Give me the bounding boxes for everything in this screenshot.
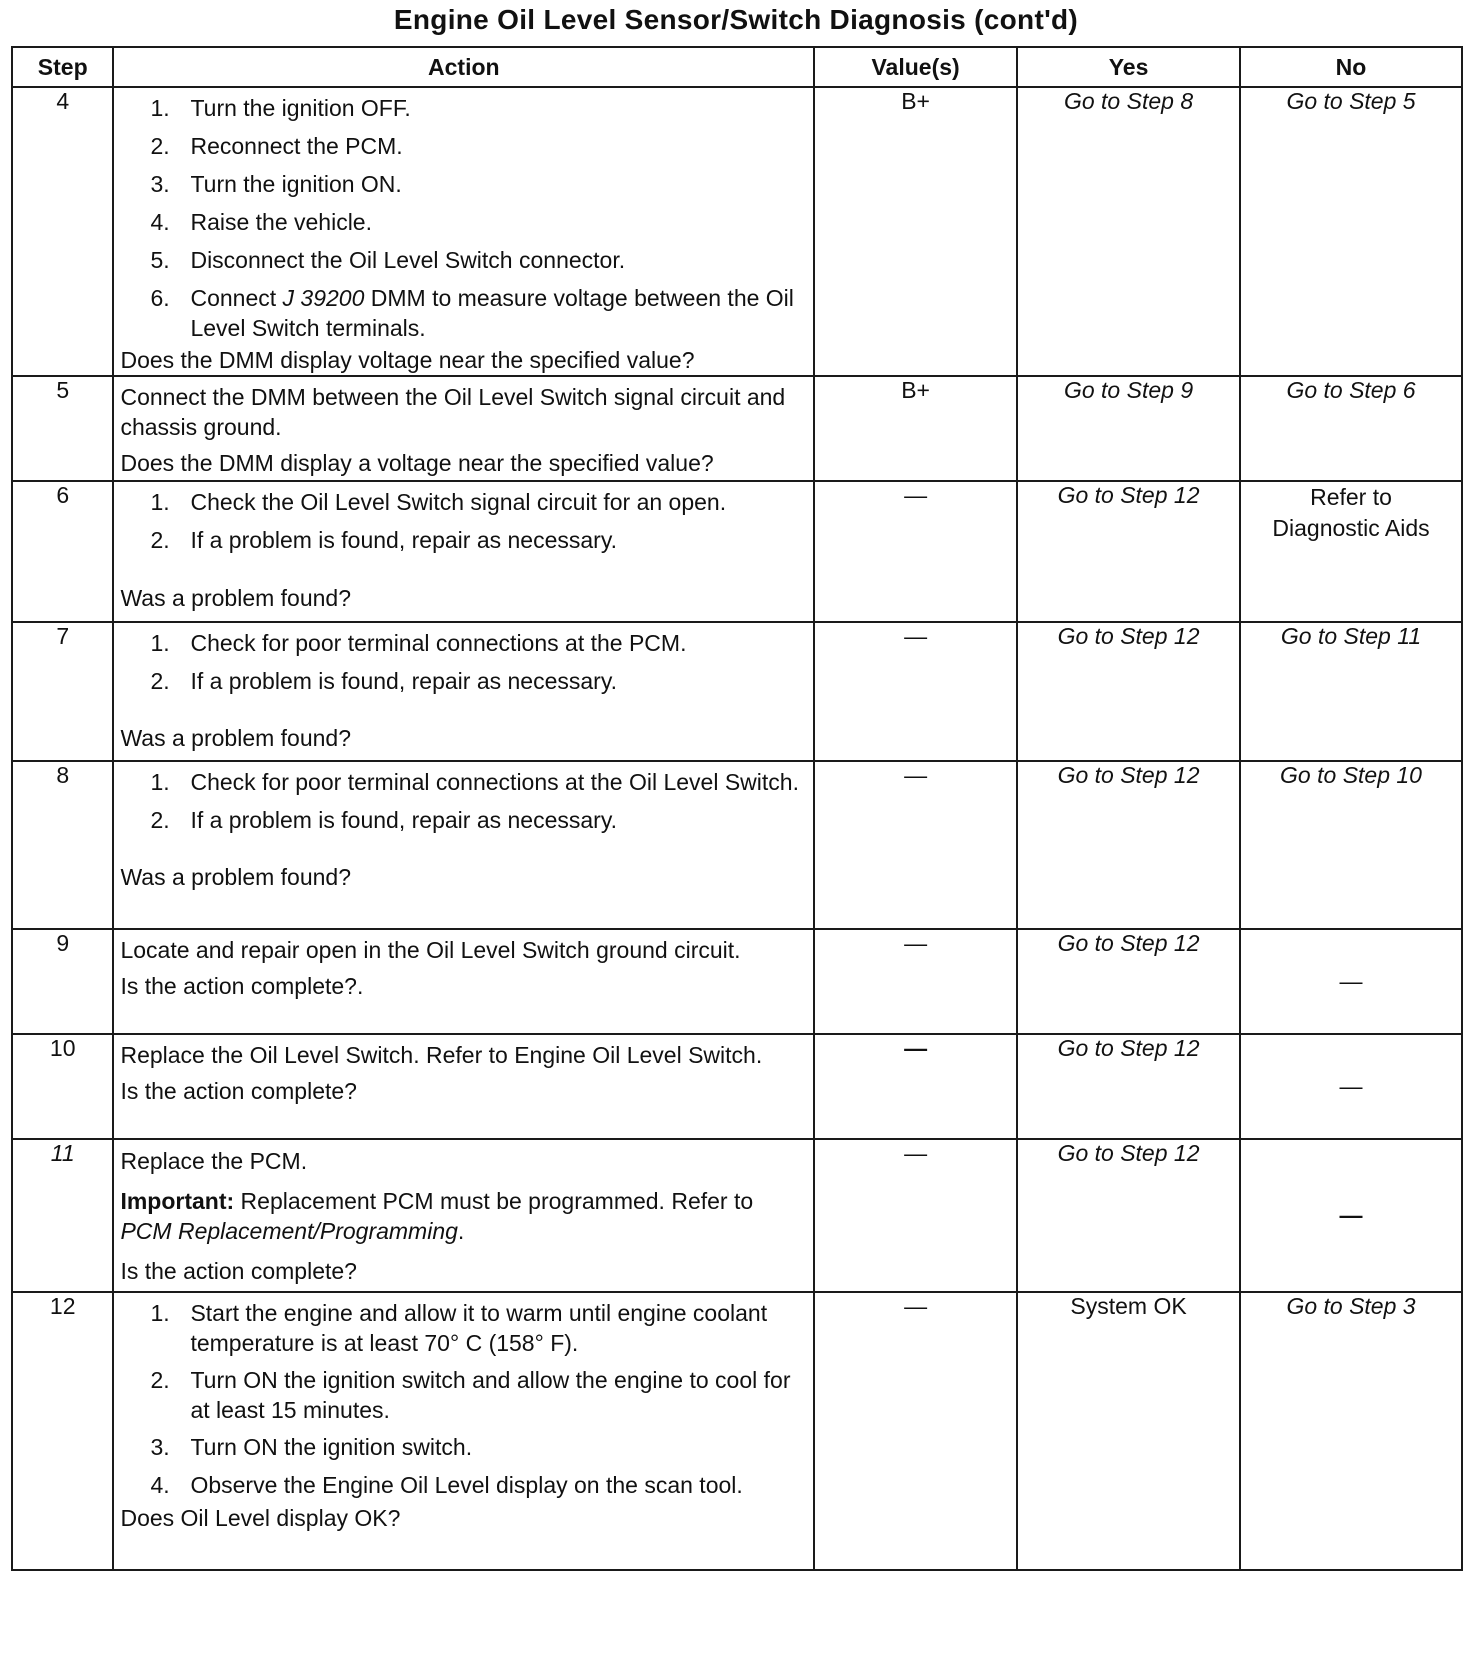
action-question: Does the DMM display a voltage near the specified value? — [120, 450, 714, 476]
important-label: Important: — [120, 1188, 235, 1214]
yes-cell: Go to Step 8 — [1017, 87, 1240, 376]
step-number: 9 — [12, 929, 113, 1034]
action-item: Turn ON the ignition switch and allow the engine to cool for at least 15 minutes. — [190, 1367, 791, 1423]
tool-reference: J 39200 — [282, 285, 365, 311]
action-question: Is the action complete?. — [120, 973, 364, 999]
action-item: Turn ON the ignition switch. — [190, 1434, 473, 1460]
table-row — [12, 929, 1462, 1034]
yes-cell: Go to Step 12 — [1017, 1034, 1240, 1139]
table-row — [12, 376, 1462, 481]
value-cell: — — [814, 1292, 1017, 1570]
page-title: Engine Oil Level Sensor/Switch Diagnosis (cont'd) — [393, 4, 1079, 35]
yes-cell: Go to Step 12 — [1017, 761, 1240, 929]
no-cell: Go to Step 10 — [1240, 761, 1462, 929]
no-cell: Refer to Diagnostic Aids — [1240, 481, 1462, 622]
table-row — [12, 1139, 1462, 1292]
step-number: 10 — [12, 1034, 113, 1139]
action-cell — [113, 1139, 814, 1292]
no-cell: Go to Step 5 — [1240, 87, 1462, 376]
value-cell: — — [814, 622, 1017, 761]
action-item: Observe the Engine Oil Level display on the scan tool. — [190, 1472, 743, 1498]
no-cell: — — [1240, 1139, 1462, 1292]
header-yes: Yes — [1017, 47, 1240, 87]
value-cell: — — [814, 761, 1017, 929]
step-number: 11 — [12, 1139, 113, 1292]
action-item: Start the engine and allow it to warm until engine coolant temperature is at least 70° C (158° F). — [190, 1300, 768, 1356]
value-cell: — — [814, 481, 1017, 622]
table-row — [12, 87, 1462, 376]
table-row — [12, 622, 1462, 761]
diagnosis-table — [11, 46, 1463, 1571]
action-question: Is the action complete? — [120, 1078, 357, 1104]
yes-cell: Go to Step 12 — [1017, 929, 1240, 1034]
action-question: Does the DMM display voltage near the specified value? — [120, 347, 695, 373]
header-step: Step — [12, 47, 113, 87]
yes-cell: Go to Step 12 — [1017, 622, 1240, 761]
no-cell: Go to Step 6 — [1240, 376, 1462, 481]
value-cell: B+ — [814, 376, 1017, 481]
table-row — [12, 1292, 1462, 1570]
action-cell — [113, 1034, 814, 1139]
action-item: Turn the ignition ON. — [190, 171, 402, 197]
yes-cell: Go to Step 12 — [1017, 1139, 1240, 1292]
table-header-row — [12, 47, 1462, 87]
action-cell: 1. Check for poor terminal connections at the Oil Level Switch. 2. If a problem is found, repair as necessary. Was a problem found? — [113, 761, 814, 929]
action-cell: 1. Check the Oil Level Switch signal circuit for an open. 2. If a problem is found, repair as necessary. Was a problem found? — [113, 481, 814, 622]
action-item: Check for poor terminal connections at the PCM. — [190, 630, 687, 656]
value-cell: — — [814, 1034, 1017, 1139]
action-question: Was a problem found? — [120, 585, 352, 611]
action-item: If a problem is found, repair as necessary. — [190, 807, 618, 833]
action-question: Does Oil Level display OK? — [120, 1505, 401, 1531]
value-cell: B+ — [814, 87, 1017, 376]
action-item: Raise the vehicle. — [190, 209, 372, 235]
no-cell: — — [1240, 1034, 1462, 1139]
yes-cell: System OK — [1017, 1292, 1240, 1570]
header-action: Action — [113, 47, 814, 87]
action-cell: 1. Start the engine and allow it to warm until engine coolant temperature is at least 70° C (158° F). 2. Turn ON the ignition switch and allow the engine to cool for at least 15 minutes. 3. Turn ON the ignition switch. 4. Observe the Engine Oil Level display on the scan tool. Does Oil Level display OK? — [113, 1292, 814, 1570]
table-row — [12, 481, 1462, 622]
action-item: If a problem is found, repair as necessary. — [190, 668, 618, 694]
no-cell: — — [1240, 929, 1462, 1034]
value-cell: — — [814, 1139, 1017, 1292]
step-number: 4 — [12, 87, 113, 376]
action-question: Was a problem found? — [120, 864, 352, 890]
action-item: Disconnect the Oil Level Switch connector. — [190, 247, 626, 273]
yes-cell: Go to Step 12 — [1017, 481, 1240, 622]
manual-reference: PCM Replacement/Programming — [120, 1218, 458, 1244]
action-item: Connect J 39200 DMM to measure voltage between the Oil Level Switch terminals. — [190, 285, 794, 341]
step-number: 8 — [12, 761, 113, 929]
action-item: Reconnect the PCM. — [190, 133, 403, 159]
header-no: No — [1240, 47, 1462, 87]
action-text: Replace the Oil Level Switch. Refer to Engine Oil Level Switch. — [120, 1042, 763, 1068]
action-item: Check for poor terminal connections at the Oil Level Switch. — [190, 769, 799, 795]
action-cell: 1. Check for poor terminal connections at the PCM. 2. If a problem is found, repair as necessary. Was a problem found? — [113, 622, 814, 761]
no-cell: Go to Step 11 — [1240, 622, 1462, 761]
table-row — [12, 761, 1462, 929]
step-number: 7 — [12, 622, 113, 761]
action-item: If a problem is found, repair as necessary. — [190, 527, 618, 553]
action-cell — [113, 376, 814, 481]
step-number: 12 — [12, 1292, 113, 1570]
action-text: Replace the PCM. — [120, 1148, 308, 1174]
step-number: 5 — [12, 376, 113, 481]
important-note: Important: Replacement PCM must be programmed. Refer to PCM Replacement/Programming. — [120, 1188, 754, 1244]
action-question: Was a problem found? — [120, 725, 352, 751]
action-item: Turn the ignition OFF. — [190, 95, 411, 121]
action-item: Check the Oil Level Switch signal circuit for an open. — [190, 489, 727, 515]
action-text: Locate and repair open in the Oil Level Switch ground circuit. — [120, 937, 741, 963]
action-cell: 1. Turn the ignition OFF. 2. Reconnect the PCM. 3. Turn the ignition ON. 4. Raise the vehicle. 5. Disconnect the Oil Level Switch connector. 6. Connect J 39200 DMM to measure voltage between the Oil Level Switch terminals. Does the DMM display voltage near the specified value? — [113, 87, 814, 376]
action-text: Connect the DMM between the Oil Level Switch signal circuit and chassis ground. — [120, 384, 786, 440]
action-cell — [113, 929, 814, 1034]
step-number: 6 — [12, 481, 113, 622]
value-cell: — — [814, 929, 1017, 1034]
yes-cell: Go to Step 9 — [1017, 376, 1240, 481]
no-cell: Go to Step 3 — [1240, 1292, 1462, 1570]
table-row — [12, 1034, 1462, 1139]
header-values: Value(s) — [814, 47, 1017, 87]
action-question: Is the action complete? — [120, 1258, 357, 1284]
